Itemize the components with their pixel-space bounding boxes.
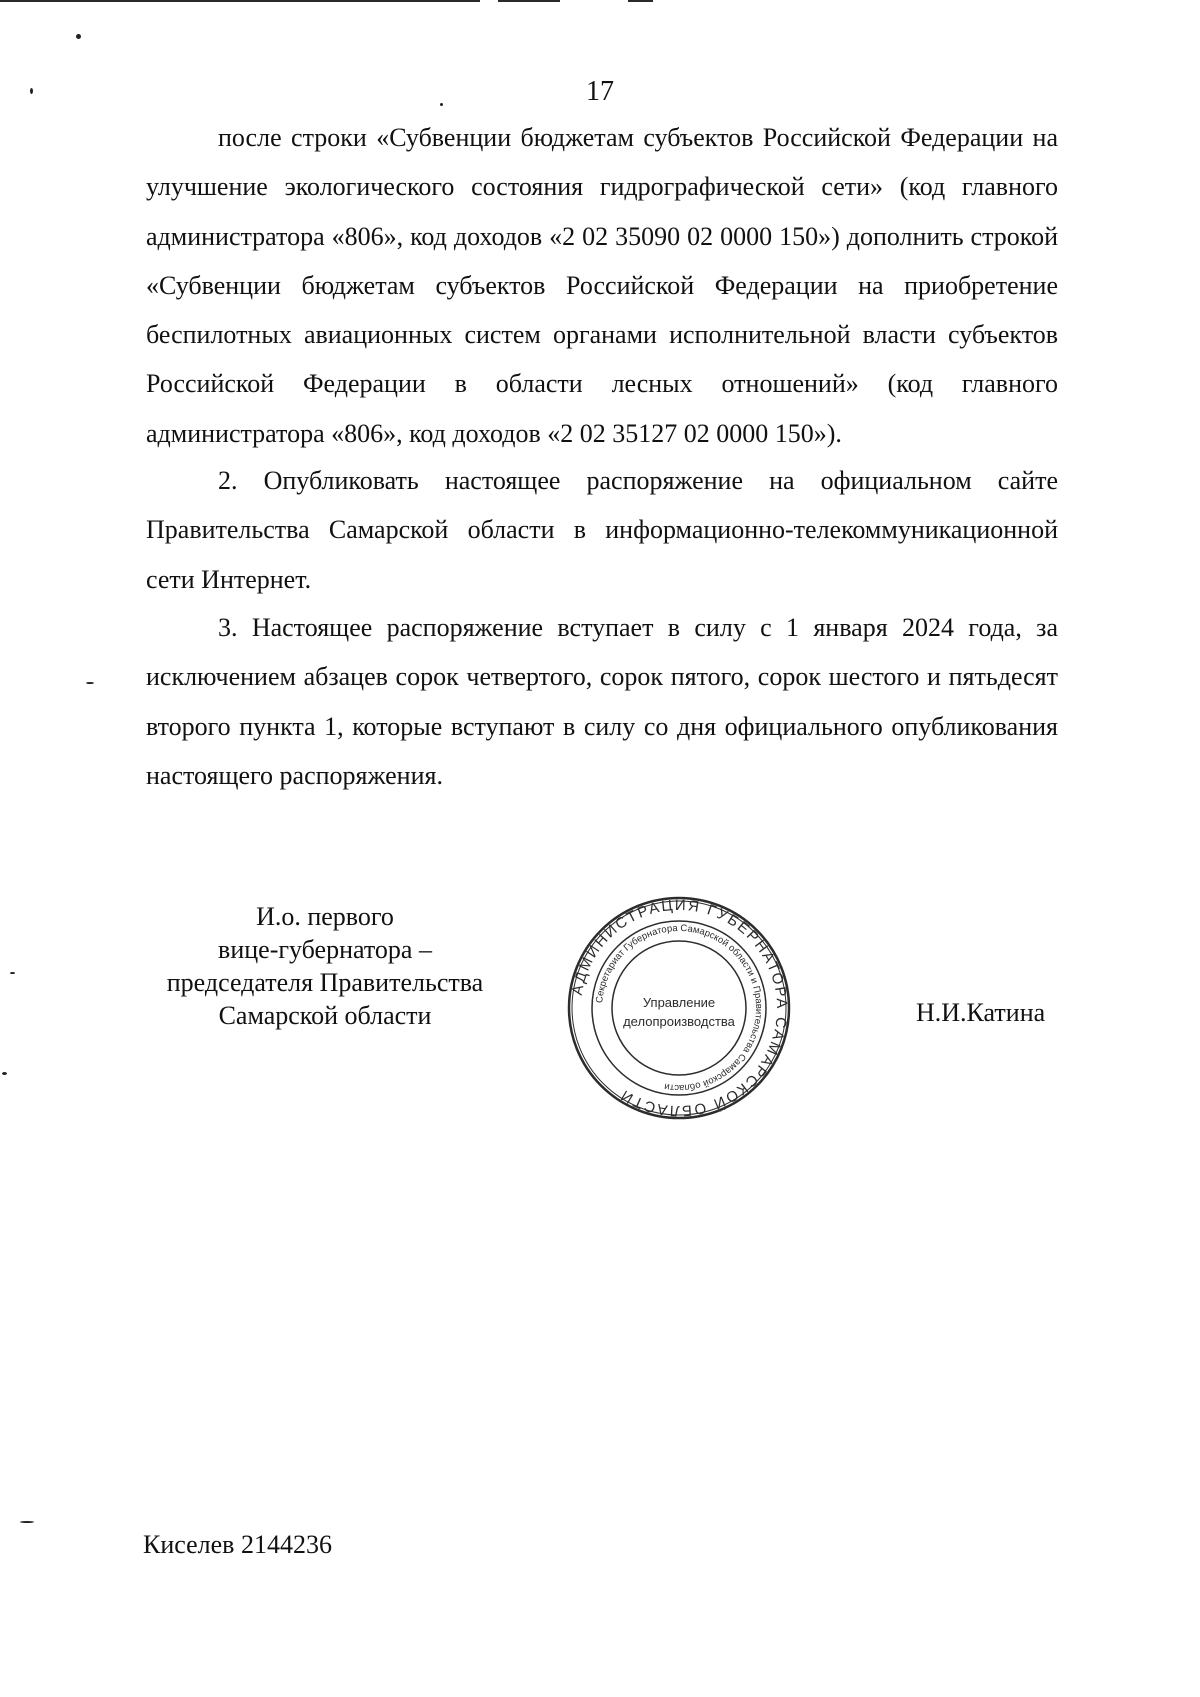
- signatory-title: [135, 900, 515, 1032]
- signatory-title-line: Самарской области: [218, 1001, 432, 1030]
- executor-line: Киселев 2144236: [143, 1530, 332, 1559]
- signatory-title-line: председателя Правительства: [166, 968, 484, 997]
- page-number: 17: [586, 76, 614, 107]
- scan-speck: [86, 682, 94, 684]
- scan-speck: [76, 34, 81, 39]
- official-stamp: [564, 893, 794, 1123]
- paragraph-effective-date: 3. Настоящее распоряжение вступает в силу с 1 января 2024 года, за исключением абзацев сорок четвертого, сорок пятого, сорок шестого и пятьдесят второго пункта 1, которые вступают в силу со дня официального опубликования настоящего распоряжения.: [146, 613, 1058, 790]
- scan-edge-line: [498, 0, 560, 2]
- stamp-center-line: делопроизводства: [623, 1014, 735, 1029]
- signatory-title-line: вице-губернатора –: [218, 935, 432, 964]
- scan-edge-line: [0, 0, 480, 2]
- scan-speck: [2, 1072, 7, 1075]
- paragraph-amendment: после строки «Субвенции бюджетам субъектов Российской Федерации на улучшение экологического состояния гидрографической сети» (код главного администратора «806», код доходов «2 02 35090 02 0000 150») дополнить строкой «Субвенции бюджетам субъектов Российской Федерации на приобретение беспилотных авиационных систем органами исполнительной власти субъектов Российской Федерации в области лесных отношений» (код главного администратора «806», код доходов «2 02 35127 02 0000 150»).: [146, 123, 1058, 448]
- stamp-outer-text: АДМИНИСТРАЦИЯ ГУБЕРНАТОРА САМАРСКОЙ ОБЛАСТИ: [568, 896, 791, 1120]
- scan-speck: [10, 972, 15, 974]
- scan-speck: [20, 1521, 34, 1523]
- signatory-name: Н.И.Катина: [916, 998, 1046, 1027]
- stamp-center-line: Управление: [642, 995, 716, 1010]
- paragraph-publish: 2. Опубликовать настоящее распоряжение на официальном сайте Правительства Самарской области в информационно-телекоммуникационной сети Интернет.: [146, 466, 1058, 594]
- scan-edge-line: [628, 0, 653, 2]
- stamp-middle-text: Секретариат Губернатора Самарской области и Правительства Самарской области: [594, 922, 765, 1094]
- signatory-title-line: И.о. первого: [256, 902, 394, 931]
